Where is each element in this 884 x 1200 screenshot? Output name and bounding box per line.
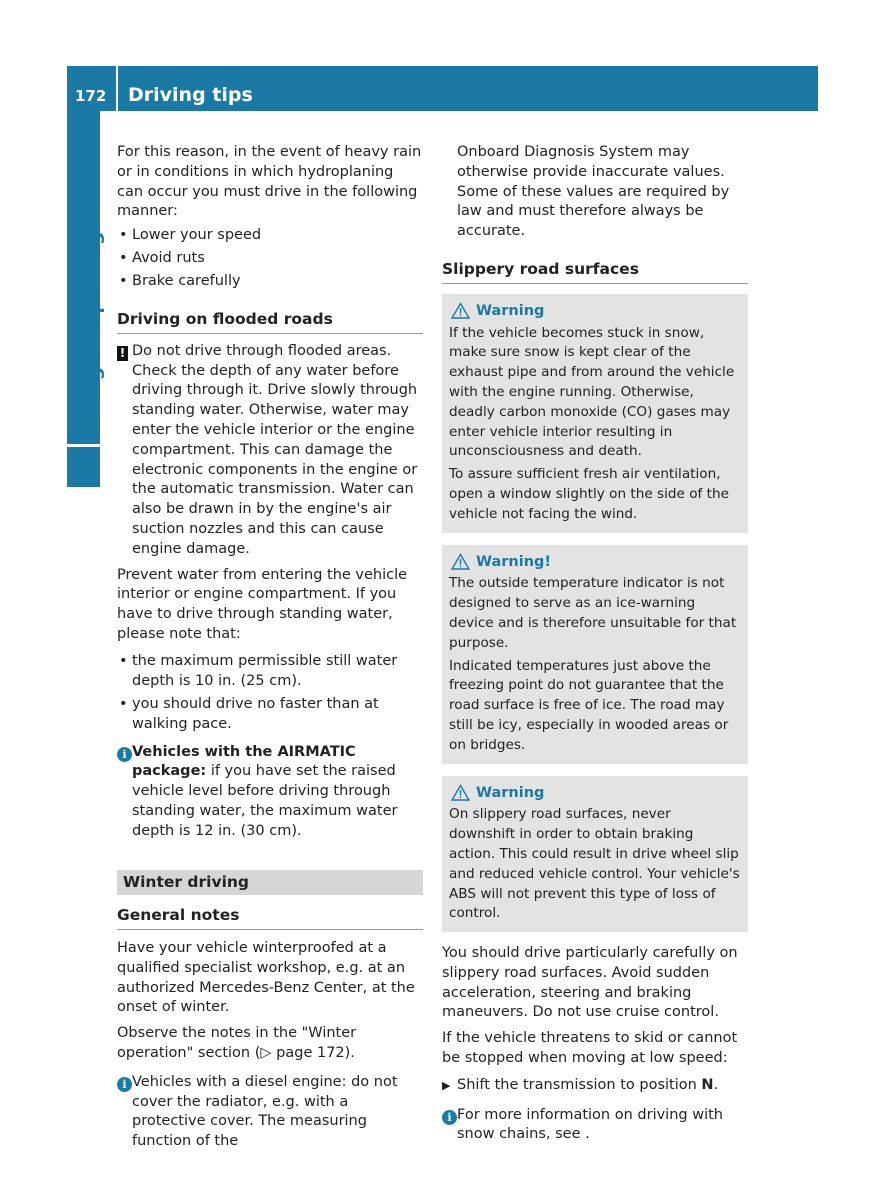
- winter-operation-text: Observe the notes in the "Winter operation" section (▷ page 172).: [117, 1025, 357, 1062]
- warning-box: [442, 545, 748, 764]
- prevent-text: Prevent water from entering the vehicle interior or engine compartment. If you have to drive through standing water, please note that:: [117, 566, 408, 643]
- warning-text: On slippery road surfaces, never downshift in order to obtain braking action. This could result in drive wheel slip and reduced vehicle control. Your vehicle's ABS will not prevent this type of loss of control.: [449, 806, 740, 922]
- info-icon: i: [117, 745, 132, 765]
- arrow-right-icon: ▶: [442, 1078, 451, 1092]
- stop-icon: !: [117, 344, 128, 364]
- warning-text: The outside temperature indicator is not designed to serve as an ice-warning device and is therefore unsuitable for that purpose.: [449, 575, 737, 651]
- intro-text: For this reason, in the event of heavy rain or in conditions in which hydroplaning can occur you must drive in the following manner:: [117, 144, 422, 220]
- action-end: .: [713, 1076, 719, 1093]
- general-text: Have your vehicle winterproofed at a qualified specialist workshop, e.g. at an authorized Mercedes-Benz Center, at the onset of winter.: [117, 940, 415, 1016]
- action-step: [442, 1076, 748, 1096]
- warning-title: [449, 302, 741, 322]
- snow-chains-note: [442, 1106, 748, 1146]
- diesel-text: Vehicles with a diesel engine: do not cover the radiator, e.g. with a protective cover. The measuring function of the: [132, 1073, 398, 1150]
- warning-label: Warning: [476, 302, 545, 319]
- airmatic-label: Vehicles with the AIRMATIC package:: [132, 743, 356, 780]
- chapter-label: Driving and parking: [83, 231, 105, 445]
- gear-position: N: [701, 1076, 714, 1093]
- warning-text: Indicated temperatures just above the freezing point do not guarantee that the road surface is free of ice. The road may still be icy, especially in wooded areas or on bridges.: [449, 657, 729, 753]
- page-number: 172: [75, 87, 107, 105]
- action-text: Shift the transmission to position: [457, 1076, 697, 1093]
- warning-text: If the vehicle becomes stuck in snow, make sure snow is kept clear of the exhaust pipe and from around the vehicle with the engine running. Otherwise, deadly carbon monoxide (CO) gases may enter vehicle interior resulting in unconsciousness and death.: [449, 324, 735, 460]
- warning-title: [449, 784, 741, 804]
- airmatic-text: if you have set the raised vehicle level before driving through standing water, the maximum water depth is 12 in. (30 cm).: [132, 763, 398, 839]
- right-column: [442, 143, 748, 1149]
- warning-label: Warning!: [476, 553, 552, 570]
- warning-triangle-icon: [451, 302, 470, 319]
- warning-triangle-icon: [451, 784, 470, 801]
- warning-box: [442, 294, 748, 533]
- snow-chains-text: For more information on driving with snow chains, see .: [457, 1106, 723, 1143]
- airmatic-note: [117, 743, 423, 842]
- general-notes-heading: General notes: [117, 906, 423, 930]
- header-divider: [116, 66, 118, 111]
- slippery-roads-heading: Slippery road surfaces: [442, 260, 748, 284]
- warning-box: [442, 776, 748, 933]
- caution-text: Do not drive through flooded areas. Check the depth of any water before driving through it. Drive slowly through standing water. Otherwise, water may enter the vehicle interior or the engine compartment. This can damage the electronic components in the engine or the automatic transmission. Water can also be drawn in by the engine's air suction nozzles and this can cause engine damage.: [132, 342, 418, 557]
- caution-note: [117, 342, 423, 560]
- continued-text: Onboard Diagnosis System may otherwise provide inaccurate values. Some of these values are required by law and must therefore always be accurate.: [457, 144, 730, 240]
- careful-text: You should drive particularly carefully on slippery road surfaces. Avoid sudden acceleration, steering and braking maneuvers. Do not use cruise control.: [442, 945, 738, 1021]
- warning-triangle-icon: [451, 553, 470, 570]
- warning-title: [449, 553, 741, 573]
- skid-text: If the vehicle threatens to skid or cannot be stopped when moving at low speed:: [442, 1030, 738, 1067]
- list-item: • Avoid ruts: [117, 249, 423, 269]
- info-icon: i: [442, 1108, 457, 1128]
- list-item: • the maximum permissible still water depth is 10 in. (25 cm).: [117, 652, 423, 692]
- diesel-note: [117, 1073, 423, 1152]
- list-item: • Brake carefully: [117, 272, 423, 292]
- page-header: [67, 66, 818, 111]
- winter-driving-heading: Winter driving: [117, 870, 423, 896]
- left-column: [117, 143, 423, 1156]
- list-item: • you should drive no faster than at walking pace.: [117, 695, 423, 735]
- list-item: • Lower your speed: [117, 226, 423, 246]
- warning-label: Warning: [476, 784, 545, 801]
- info-icon: i: [117, 1075, 132, 1095]
- page-title: Driving tips: [128, 84, 253, 106]
- flooded-roads-heading: Driving on flooded roads: [117, 310, 423, 334]
- warning-text: To assure sufficient fresh air ventilation, open a window slightly on the side of the vehicle not facing the wind.: [449, 466, 729, 522]
